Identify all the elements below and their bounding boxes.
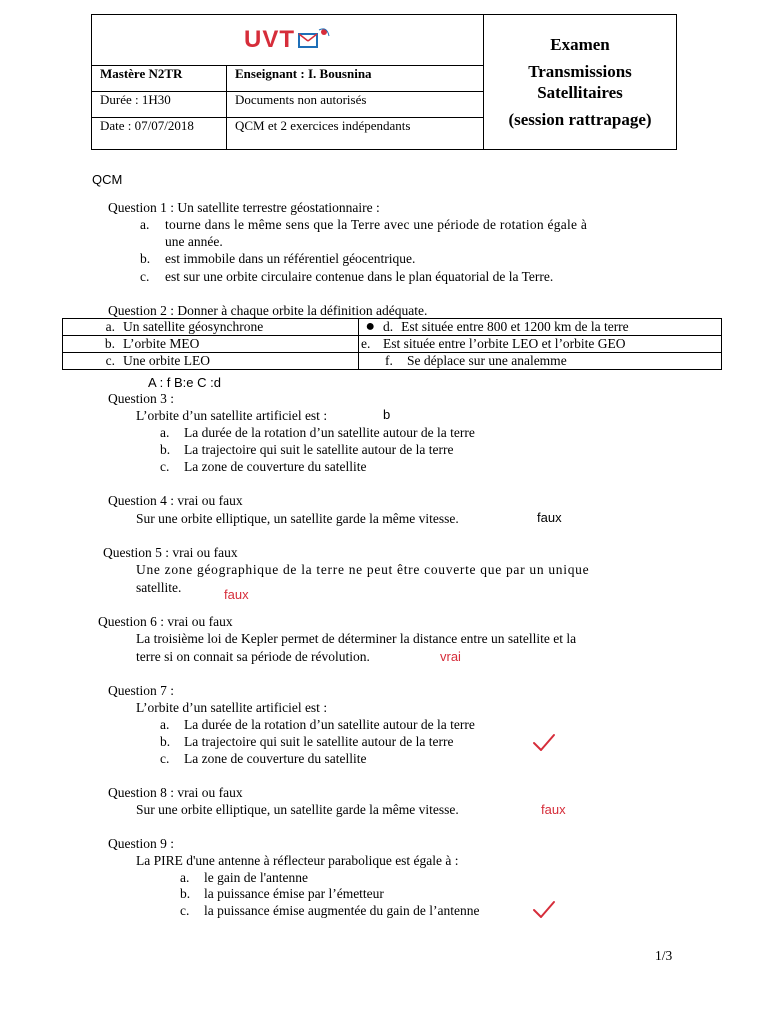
q9-option-b: la puissance émise par l’émetteur bbox=[204, 886, 384, 901]
q1-option-a-letter: a. bbox=[140, 217, 150, 232]
q9-option-a-letter: a. bbox=[180, 870, 190, 885]
page-number: 1/3 bbox=[655, 948, 673, 963]
date-cell: Date : 07/07/2018 bbox=[92, 118, 227, 150]
q1-option-a-line1: tourne dans le même sens que la Terre avec une période de rotation égale à bbox=[165, 217, 588, 232]
q6-stem-line1: La troisième loi de Kepler permet de déterminer la distance entre un satellite et la bbox=[136, 631, 577, 646]
q7-option-b: La trajectoire qui suit le satellite autour de la terre bbox=[184, 734, 454, 749]
checkmark-icon bbox=[532, 900, 556, 920]
q1-option-b: est immobile dans un référentiel géocentrique. bbox=[165, 251, 416, 266]
q9-title: Question 9 : bbox=[108, 836, 174, 851]
satellite-logo-icon bbox=[297, 26, 331, 54]
q4-stem: Sur une orbite elliptique, un satellite garde la même vitesse. bbox=[136, 511, 459, 526]
table-row bbox=[63, 336, 722, 353]
uvt-logo bbox=[244, 26, 331, 54]
q1-option-c-letter: c. bbox=[140, 269, 150, 284]
checkmark-icon bbox=[532, 733, 556, 753]
q3-stem: L’orbite d’un satellite artificiel est : bbox=[136, 408, 328, 423]
q7-option-c: La zone de couverture du satellite bbox=[184, 751, 367, 766]
q9-option-b-letter: b. bbox=[180, 886, 191, 901]
q5-stem-line1: Une zone géographique de la terre ne peut être couverte que par un unique bbox=[136, 562, 590, 577]
section-title: QCM bbox=[92, 172, 123, 187]
header-table bbox=[91, 14, 677, 150]
q9-option-c-letter: c. bbox=[180, 903, 190, 918]
exam-subject-line2: Satellitaires bbox=[537, 83, 623, 102]
q7-option-b-letter: b. bbox=[160, 734, 171, 749]
q1-option-c: est sur une orbite circulaire contenue dans le plan équatorial de la Terre. bbox=[165, 269, 554, 284]
q9-stem: La PIRE d'une antenne à réflecteur parabolique est égale à : bbox=[136, 853, 459, 868]
q6-stem-line2: terre si on connait sa période de révolution. bbox=[136, 649, 370, 664]
definition-cell-d: ● d. Est située entre 800 et 1200 km de la terre bbox=[359, 319, 722, 336]
q8-title: Question 8 : vrai ou faux bbox=[108, 785, 243, 800]
orbit-cell-c: c. Une orbite LEO bbox=[63, 353, 359, 370]
q2-handwritten-answer: A : f B:e C :d bbox=[148, 375, 221, 390]
q3-option-c: La zone de couverture du satellite bbox=[184, 459, 367, 474]
q9-option-c: la puissance émise augmentée du gain de l’antenne bbox=[204, 903, 480, 918]
logo-text: UVT bbox=[244, 26, 295, 53]
q7-option-a: La durée de la rotation d’un satellite autour de la terre bbox=[184, 717, 475, 732]
q4-title: Question 4 : vrai ou faux bbox=[108, 493, 243, 508]
content-cell: QCM et 2 exercices indépendants bbox=[227, 118, 484, 150]
q1-option-a-line2: une année. bbox=[165, 234, 223, 249]
exam-session: (session rattrapage) bbox=[508, 110, 652, 129]
program-cell: Mastère N2TR bbox=[92, 66, 227, 92]
q9-option-a: le gain de l'antenne bbox=[204, 870, 309, 885]
q3-option-b-letter: b. bbox=[160, 442, 171, 457]
q2-title: Question 2 : Donner à chaque orbite la définition adéquate. bbox=[108, 303, 428, 318]
duration-cell: Durée : 1H30 bbox=[92, 92, 227, 118]
q7-stem: L’orbite d’un satellite artificiel est : bbox=[136, 700, 328, 715]
q3-option-a: La durée de la rotation d’un satellite autour de la terre bbox=[184, 425, 475, 440]
q3-option-a-letter: a. bbox=[160, 425, 170, 440]
q7-option-c-letter: c. bbox=[160, 751, 170, 766]
bullet-icon: ● bbox=[365, 318, 375, 335]
exam-title-cell bbox=[484, 15, 677, 150]
logo-cell bbox=[92, 15, 484, 66]
q6-title: Question 6 : vrai ou faux bbox=[98, 614, 233, 629]
q3-handwritten-answer: b bbox=[383, 407, 391, 422]
q5-stem-line2: satellite. bbox=[136, 580, 182, 595]
table-row bbox=[63, 353, 722, 370]
q7-option-a-letter: a. bbox=[160, 717, 170, 732]
q7-title: Question 7 : bbox=[108, 683, 174, 698]
exam-label: Examen bbox=[550, 35, 610, 54]
q1-title: Question 1 : Un satellite terrestre géostationnaire : bbox=[108, 200, 380, 215]
exam-subject-line1: Transmissions bbox=[528, 62, 632, 81]
orbit-cell-b: b. L’orbite MEO bbox=[63, 336, 359, 353]
q3-option-c-letter: c. bbox=[160, 459, 170, 474]
q8-handwritten-answer: faux bbox=[541, 802, 566, 817]
q5-title: Question 5 : vrai ou faux bbox=[103, 545, 238, 560]
q1-option-b-letter: b. bbox=[140, 251, 151, 266]
teacher-cell: Enseignant : I. Bousnina bbox=[227, 66, 484, 92]
q5-handwritten-answer: faux bbox=[224, 587, 249, 602]
q3-option-b: La trajectoire qui suit le satellite autour de la terre bbox=[184, 442, 454, 457]
q3-title: Question 3 : bbox=[108, 391, 174, 406]
q4-handwritten-answer: faux bbox=[537, 510, 562, 525]
q8-stem: Sur une orbite elliptique, un satellite garde la même vitesse. bbox=[136, 802, 459, 817]
documents-cell: Documents non autorisés bbox=[227, 92, 484, 118]
table-row bbox=[63, 319, 722, 336]
definition-cell-f: f. Se déplace sur une analemme bbox=[359, 353, 722, 370]
q6-handwritten-answer: vrai bbox=[440, 649, 461, 664]
definition-cell-e: e. Est située entre l’orbite LEO et l’orbite GEO bbox=[359, 336, 722, 353]
orbit-cell-a: a. Un satellite géosynchrone bbox=[63, 319, 359, 336]
orbit-matching-table bbox=[62, 318, 722, 370]
